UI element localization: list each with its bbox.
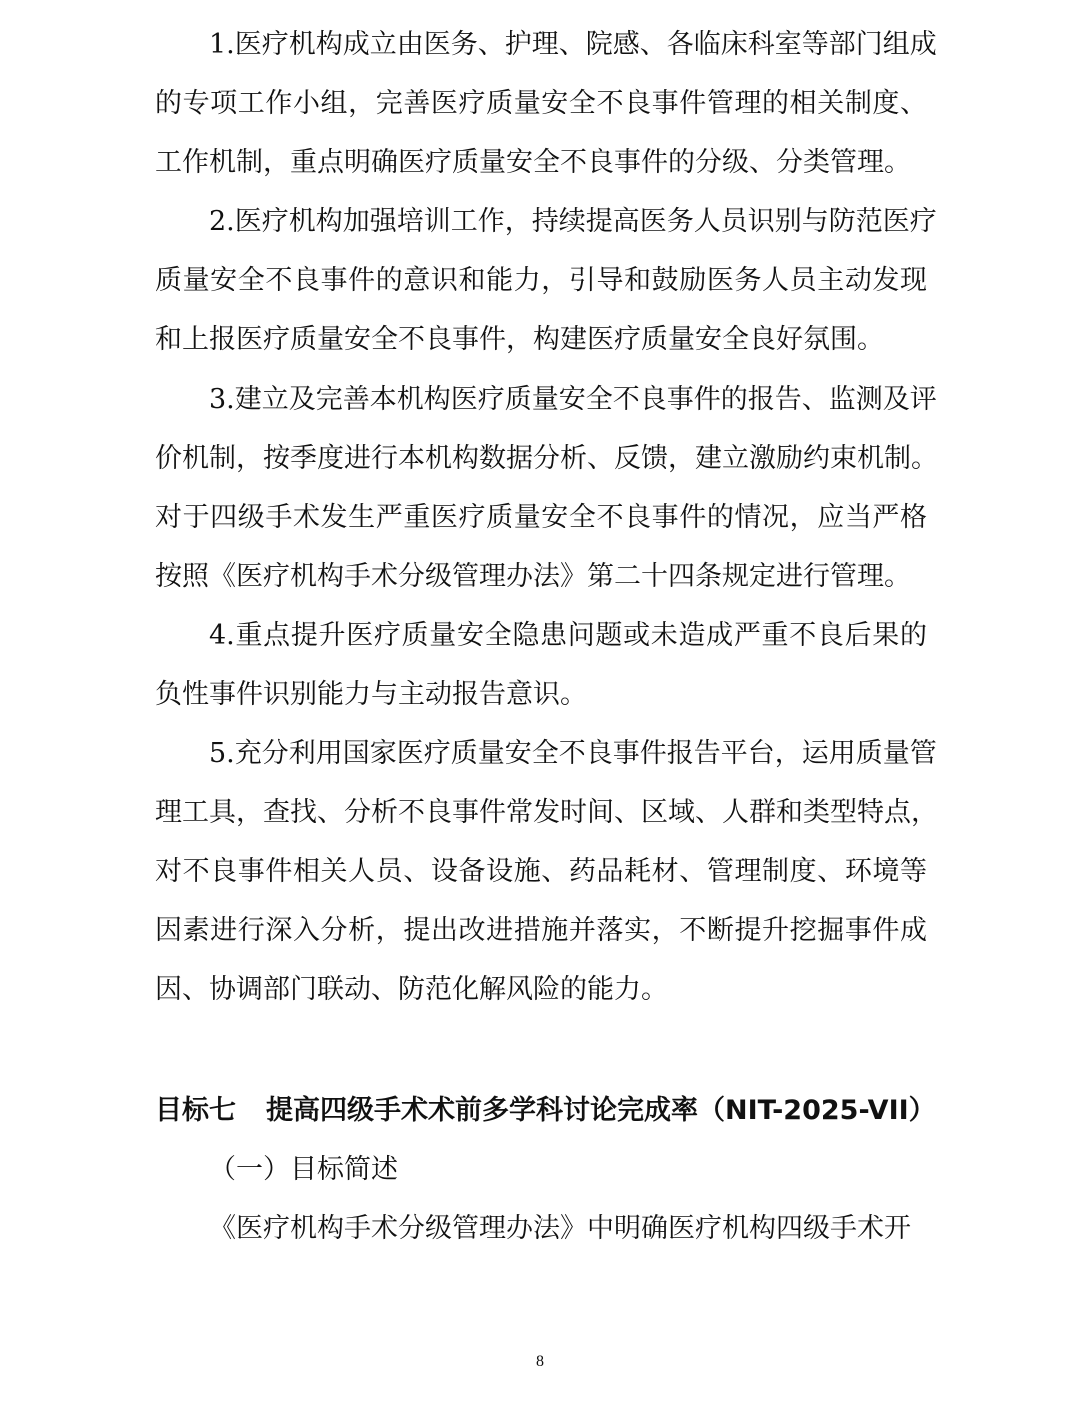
paragraph-5-line-5: 因、协调部门联动、防范化解风险的能力。 bbox=[155, 974, 668, 1005]
paragraph-5-line-3: 对不良事件相关人员、设备设施、药品耗材、管理制度、环境等 bbox=[155, 856, 927, 887]
paragraph-2-line-2: 质量安全不良事件的意识和能力，引导和鼓励医务人员主动发现 bbox=[155, 265, 927, 296]
paragraph-1-line-1: 1.医疗机构成立由医务、护理、院感、各临床科室等部门组成 bbox=[209, 29, 937, 60]
page-number: 8 bbox=[536, 1353, 544, 1370]
section-heading bbox=[155, 1091, 936, 1131]
paragraph-3-line-2: 价机制，按季度进行本机构数据分析、反馈，建立激励约束机制。 bbox=[155, 443, 938, 474]
paragraph-3-line-1: 3.建立及完善本机构医疗质量安全不良事件的报告、监测及评 bbox=[209, 384, 937, 415]
section-title: 提高四级手术术前多学科讨论完成率（NIT-2025-VII） bbox=[266, 1095, 936, 1126]
paragraph-1-line-3: 工作机制，重点明确医疗质量安全不良事件的分级、分类管理。 bbox=[155, 147, 911, 178]
paragraph-1-line-2: 的专项工作小组，完善医疗质量安全不良事件管理的相关制度、 bbox=[155, 88, 927, 119]
paragraph-4-line-1: 4.重点提升医疗质量安全隐患问题或未造成严重不良后果的 bbox=[209, 620, 927, 651]
intro-line: 《医疗机构手术分级管理办法》中明确医疗机构四级手术开 bbox=[209, 1213, 911, 1244]
subheading: （一）目标简述 bbox=[209, 1154, 398, 1185]
paragraph-4-line-2: 负性事件识别能力与主动报告意识。 bbox=[155, 679, 587, 710]
paragraph-2-line-3: 和上报医疗质量安全不良事件，构建医疗质量安全良好氛围。 bbox=[155, 324, 884, 355]
paragraph-3-line-3: 对于四级手术发生严重医疗质量安全不良事件的情况，应当严格 bbox=[155, 502, 927, 533]
paragraph-5-line-2: 理工具，查找、分析不良事件常发时间、区域、人群和类型特点， bbox=[155, 797, 938, 828]
paragraph-3-line-4: 按照《医疗机构手术分级管理办法》第二十四条规定进行管理。 bbox=[155, 561, 911, 592]
paragraph-5-line-4: 因素进行深入分析，提出改进措施并落实，不断提升挖掘事件成 bbox=[155, 915, 927, 946]
paragraph-5-line-1: 5.充分利用国家医疗质量安全不良事件报告平台，运用质量管 bbox=[209, 738, 937, 769]
paragraph-2-line-1: 2.医疗机构加强培训工作，持续提高医务人员识别与防范医疗 bbox=[209, 206, 937, 237]
section-label: 目标七 bbox=[155, 1095, 236, 1126]
